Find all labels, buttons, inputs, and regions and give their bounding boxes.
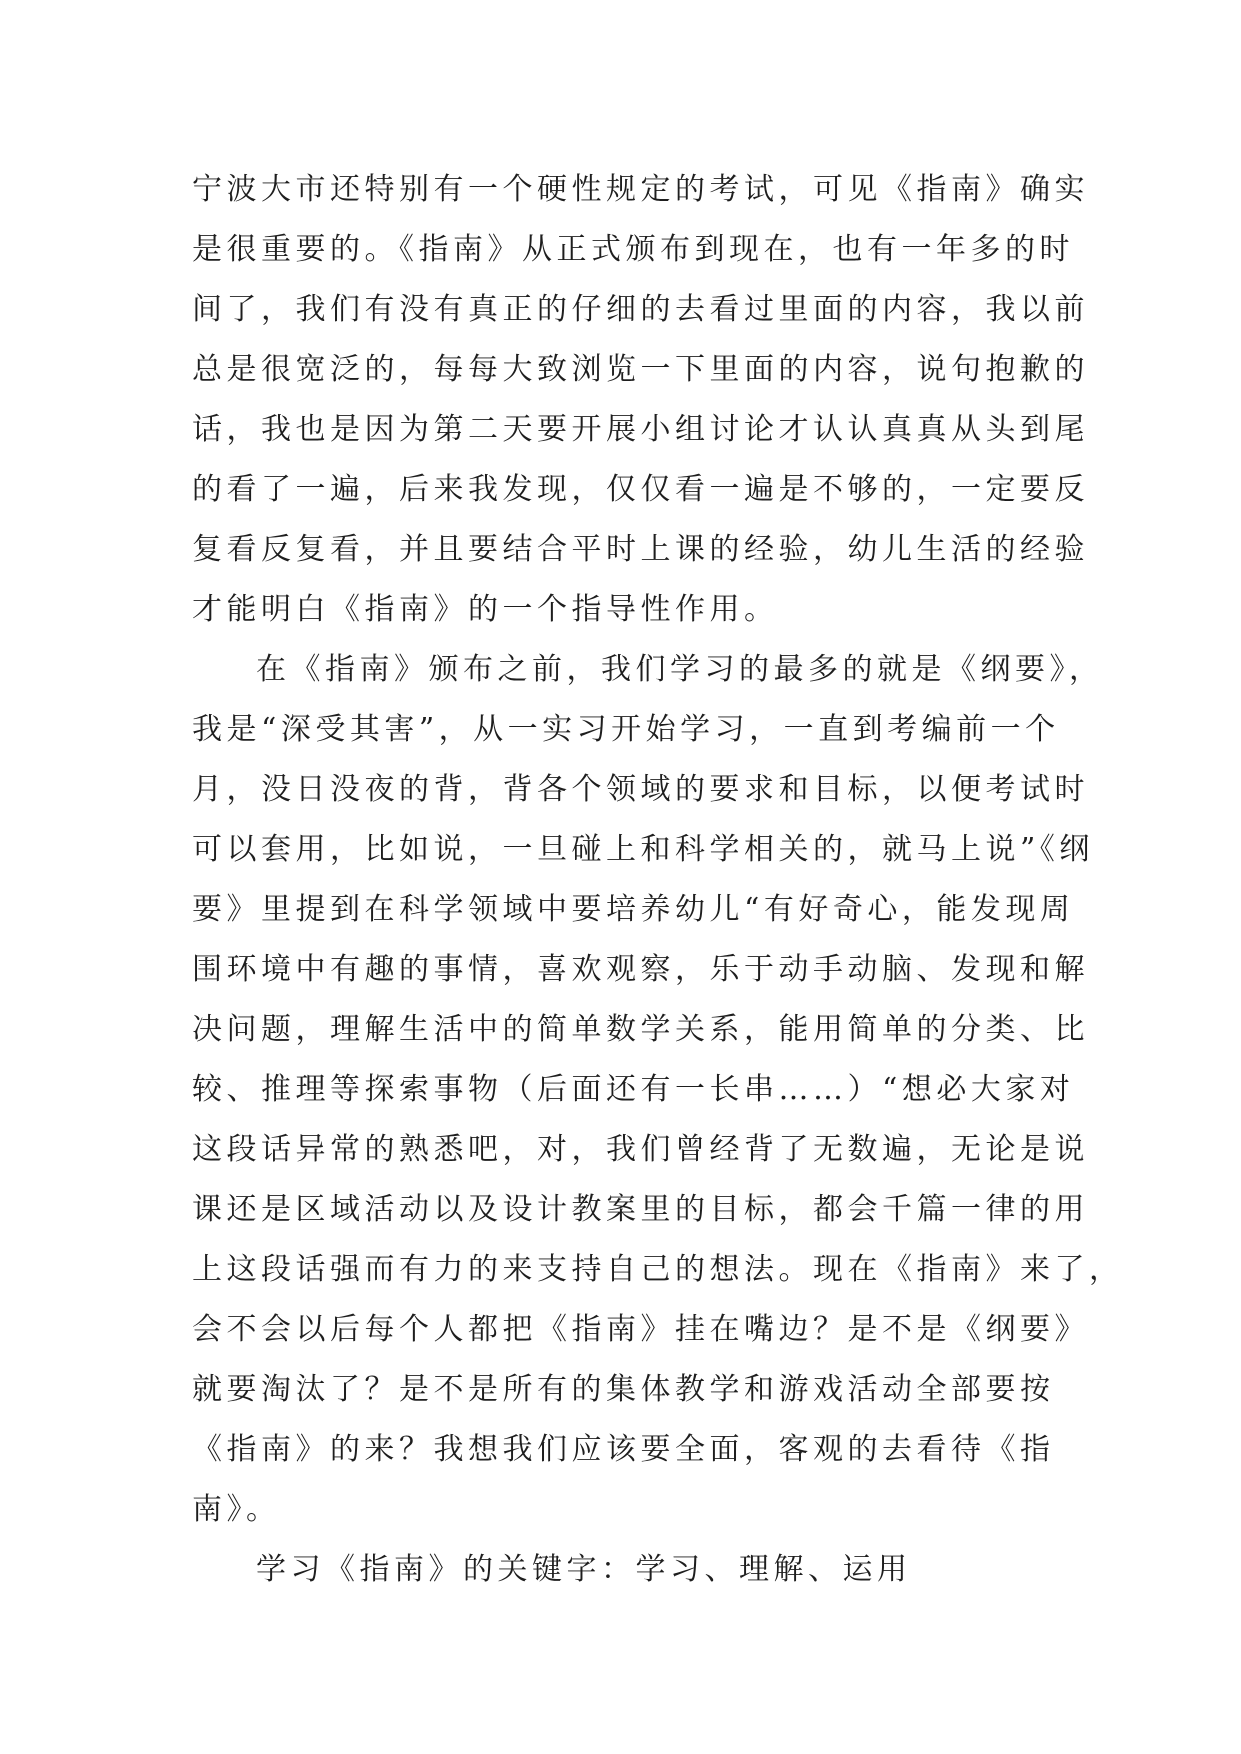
text-line: 间了，我们有没有真正的仔细的去看过里面的内容，我以前 xyxy=(192,292,1089,327)
text-line: 是很重要的。《指南》从正式颁布到现在，也有一年多的时 xyxy=(192,232,1074,267)
text-line: 才能明白《指南》的一个指导性作用。 xyxy=(192,592,779,627)
text-line: 决问题，理解生活中的简单数学关系，能用简单的分类、比 xyxy=(192,1012,1089,1047)
text-line: 围环境中有趣的事情，喜欢观察，乐于动手动脑、发现和解 xyxy=(192,952,1089,987)
text-line: 复看反复看，并且要结合平时上课的经验，幼儿生活的经验 xyxy=(192,532,1089,567)
document-body xyxy=(192,160,1124,1600)
text-line: 上这段话强而有力的来支持自己的想法。现在《指南》来了， xyxy=(192,1252,1124,1287)
text-line: 这段话异常的熟悉吧，对，我们曾经背了无数遍，无论是说 xyxy=(192,1132,1089,1167)
text-line: 宁波大市还特别有一个硬性规定的考试，可见《指南》确实 xyxy=(192,172,1089,207)
text-line: 可以套用，比如说，一旦碰上和科学相关的，就马上说”《纲 xyxy=(192,832,1094,867)
text-line: 总是很宽泛的，每每大致浏览一下里面的内容，说句抱歉的 xyxy=(192,352,1089,387)
text-line: 的看了一遍，后来我发现，仅仅看一遍是不够的，一定要反 xyxy=(192,472,1089,507)
text-line: 月，没日没夜的背，背各个领域的要求和目标，以便考试时 xyxy=(192,772,1089,807)
text-line: 南》。 xyxy=(192,1492,281,1527)
text-line: 要》里提到在科学领域中要培养幼儿“有好奇心，能发现周 xyxy=(192,892,1075,927)
text-line: 《指南》的来？我想我们应该要全面，客观的去看待《指 xyxy=(192,1432,1055,1467)
paragraph-first-line: 学习《指南》的关键字：学习、理解、运用 xyxy=(256,1552,912,1587)
text-line: 课还是区域活动以及设计教案里的目标，都会千篇一律的用 xyxy=(192,1192,1089,1227)
paragraph-first-line: 在《指南》颁布之前，我们学习的最多的就是《纲要》， xyxy=(256,652,1104,687)
text-line: 话，我也是因为第二天要开展小组讨论才认认真真从头到尾 xyxy=(192,412,1089,447)
text-line: 较、推理等探索事物（后面还有一长串……）“想必大家对 xyxy=(192,1072,1075,1107)
text-line: 我是“深受其害”，从一实习开始学习，一直到考编前一个 xyxy=(192,712,1060,747)
text-line: 会不会以后每个人都把《指南》挂在嘴边？是不是《纲要》 xyxy=(192,1312,1089,1347)
text-line: 就要淘汰了？是不是所有的集体教学和游戏活动全部要按 xyxy=(192,1372,1055,1407)
